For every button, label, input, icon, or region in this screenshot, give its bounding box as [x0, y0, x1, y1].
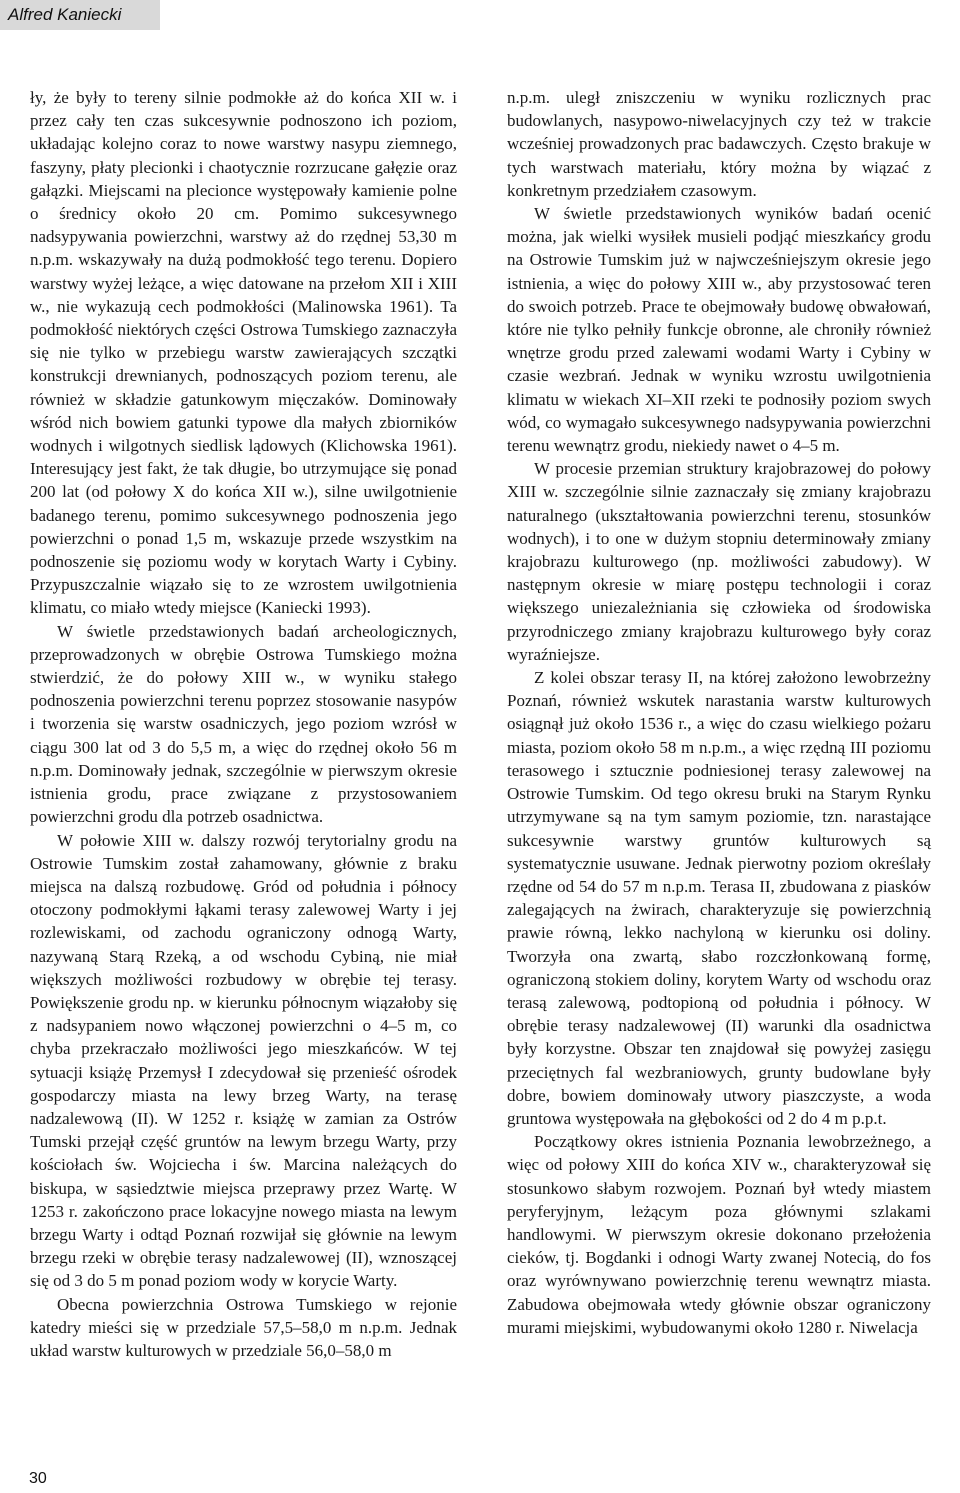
page-number: 30 — [29, 1470, 47, 1487]
paragraph: W świetle przedstawionych badań archeologicznych, przeprowadzonych w obrębie Ostrowa Tumskiego można stwierdzić, że do połowy XIII w., w wyniku stałego podnoszenia powierzchni terenu poprzez stosowanie nasypów i tworzenia się warstw osadniczych, jego poziom wzrósł w ciągu 300 lat od 3 do 5,5 m, a więc do rzędnej około 56 m n.p.m. Dominowały jednak, szczególnie w pierwszym okresie istnienia grodu, prace związane z przystosowaniem powierzchni grodu dla potrzeb osadnictwa. — [30, 621, 457, 827]
paragraph: W połowie XIII w. dalszy rozwój terytorialny grodu na Ostrowie Tumskim został zahamowany, głównie z braku miejsca na dalszą rozbudowę. Gród od południa i północy otoczony podmokłymi łąkami terasy zalewowej Warty i jej rozlewiskami, od zachodu ograniczony odnogą Warty, nazywaną Starą Rzeką, a od wschodu Cybiną, nie miał większych możliwości rozbudowy w obrębie tej terasy. Powiększenie grodu np. w kierunku północnym wiązałoby się z nadsypaniem nowo włączonej powierzchni o 4–5 m, co chyba przekraczało możliwości jego mieszkańców. W tej sytuacji książę Przemysł I zdecydował się przenieść ośrodek gospodarczy miasta na lewy brzeg Warty, na terasę nadzalewową (II). W 1252 r. książę w zamian za Ostrów Tumski przejął część gruntów na lewym brzegu Warty, przy kościołach św. Wojciecha i św. Marcina należących do biskupa, w sąsiedztwie miejsca przeprawy przez Wartę. W 1253 r. zakończono prace lokacyjne nowego miasta na lewym brzegu Warty i odtąd Poznań rozwijał się głównie na lewym brzegu rzeki w obrębie terasy nadzalewowej (II), wznoszącej się od 3 do 5 m ponad poziom wody w korycie Warty. — [30, 830, 457, 1291]
paragraph: Z kolei obszar terasy II, na której założono lewobrzeżny Poznań, również wskutek narastania warstw kulturowych osiągnął już około 1536 r., a więc do czasu wielkiego pożaru miasta, poziom około 58 m n.p.m., a więc rzędną III poziomu terasowego i sztucznie podniesionej terasy zalewowej na Ostrowie Tumskim. Od tego okresu bruki na Starym Rynku utrzymywane są na tym samym poziomie, tzn. narastające sukcesywnie warstwy gruntów kulturowych są systematycznie usuwane. Jednak pierwotny poziom określały rzędne od 54 do 57 m n.p.m. Terasa II, zbudowana z piasków zalegających na żwirach, charakteryzuje się powierzchnią prawie równą, lekko nachyloną w kierunku osi doliny. Tworzyła ona zwartą, słabo rozczłonkowaną formę, ograniczoną stokiem doliny, korytem Warty od wschodu oraz terasą zalewową, podtopioną od południa i północy. W obrębie terasy nadzalewowej (II) warunki dla osadnictwa były korzystne. Obszar ten znajdował się powyżej zasięgu przeciętnych fal wezbraniowych, grunty budowlane były dobre, bowiem dominowały utwory piaszczyste, a woda gruntowa występowała na głębokości od 2 do 4 m p.p.t. — [507, 668, 931, 1128]
text-column-left — [30, 86, 457, 1362]
paragraph: ły, że były to tereny silnie podmokłe aż do końca XII w. i przez cały ten czas sukcesywnie podnoszono ich poziom, układając kolejno coraz to nowe warstwy nasypu ziemnego, faszyny, płaty plecionki i chaotycznie rozrzucane gałęzie oraz gałązki. Miejscami na plecionce występowały kamienie polne o średnicy około 20 cm. Pomimo sukcesywnego nadsypywania powierzchni, warstwy aż do rzędnej 53,30 m n.p.m. wskazywały na dużą podmokłość tego terenu. Dopiero warstwy wyżej leżące, a więc datowane na przełom XII i XIII w., nie wykazują cech podmokłości (Malinowska 1961). Ta podmokłość niektórych części Ostrowa Tumskiego zaznaczyła się nie tylko w przebiegu warstw zawierających szczątki konstrukcji drewnianych, podnoszących poziom terenu, ale również w składzie gatunkowym mięczaków. Dominowały wśród nich bowiem gatunki typowe dla małych zbiorników wodnych i wilgotnych siedlisk lądowych (Klichowska 1961). Interesujący jest fakt, że tak długie, bo utrzymujące się ponad 200 lat (od połowy X do końca XII w.), silne uwilgotnienie badanego terenu, pomimo sukcesywnego podnoszenia jego powierzchni o ponad 1,5 m, wskazuje przede wszystkim na podnoszenie się poziomu wody w korytach Warty i Cybiny. Przypuszczalnie wiązało się to ze wzrostem uwilgotnienia klimatu, co miało wtedy miejsce (Kaniecki 1993). — [30, 88, 457, 618]
text-column-right — [507, 86, 931, 1339]
header-author: Alfred Kaniecki — [8, 5, 122, 24]
running-header — [0, 0, 160, 30]
paragraph: Obecna powierzchnia Ostrowa Tumskiego w rejonie katedry mieści się w przedziale 57,5–58,0 m n.p.m. Jednak układ warstw kulturowych w przedziale 56,0–58,0 m — [30, 1294, 457, 1360]
paragraph: W świetle przedstawionych wyników badań ocenić można, jak wielki wysiłek musieli podjąć mieszkańcy grodu na Ostrowie Tumskim już w najwcześniejszym okresie jego istnienia, a więc do połowy XIII w., aby przystosować teren do swoich potrzeb. Prace te obejmowały budowę obwałowań, które nie tylko pełniły funkcje obronne, ale chroniły również wnętrze grodu przed zalewami wodami Warty i Cybiny w czasie wezbrań. Jednak w wyniku wzrostu uwilgotnienia klimatu w wiekach XI–XII rzeki te podnosiły poziom swych wód, co wymagało sukcesywnego nadsypywania powierzchni terenu wewnątrz grodu, niekiedy nawet o 4–5 m. — [507, 204, 931, 456]
paragraph: n.p.m. uległ zniszczeniu w wyniku rozlicznych prac budowlanych, nasypowo-niwelacyjnych czy też w trakcie wcześniej prowadzonych prac badawczych. Często brakuje w tych warstwach materiału, który można by wiązać z konkretnym przedziałem czasowym. — [507, 88, 931, 200]
paragraph: W procesie przemian struktury krajobrazowej do połowy XIII w. szczególnie silnie zaznaczały się zmiany krajobrazu naturalnego (ukształtowania powierzchni terenu, stosunków wodnych), i to one w dużym stopniu determinowały zmiany krajobrazu kulturowego (np. możliwości zabudowy). W następnym okresie w miarę postępu technologii i coraz większego uniezależniania się człowieka od środowiska przyrodniczego zmiany krajobrazu kulturowego były coraz wyraźniejsze. — [507, 459, 931, 664]
paragraph: Początkowy okres istnienia Poznania lewobrzeżnego, a więc od połowy XIII do końca XIV w., charakteryzował się stosunkowo słabym rozwojem. Poznań był wtedy miastem peryferyjnym, leżącym poza głównymi szlakami handlowymi. W pierwszym okresie dokonano przełożenia cieków, tj. Bogdanki i odnogi Warty zwanej Notecią, do fos oraz wyrównywano powierzchnię terenu wewnątrz miasta. Zabudowa obejmowała wtedy głównie obszar ograniczony murami miejskimi, wybudowanymi około 1280 r. Niwelacja — [507, 1132, 931, 1337]
